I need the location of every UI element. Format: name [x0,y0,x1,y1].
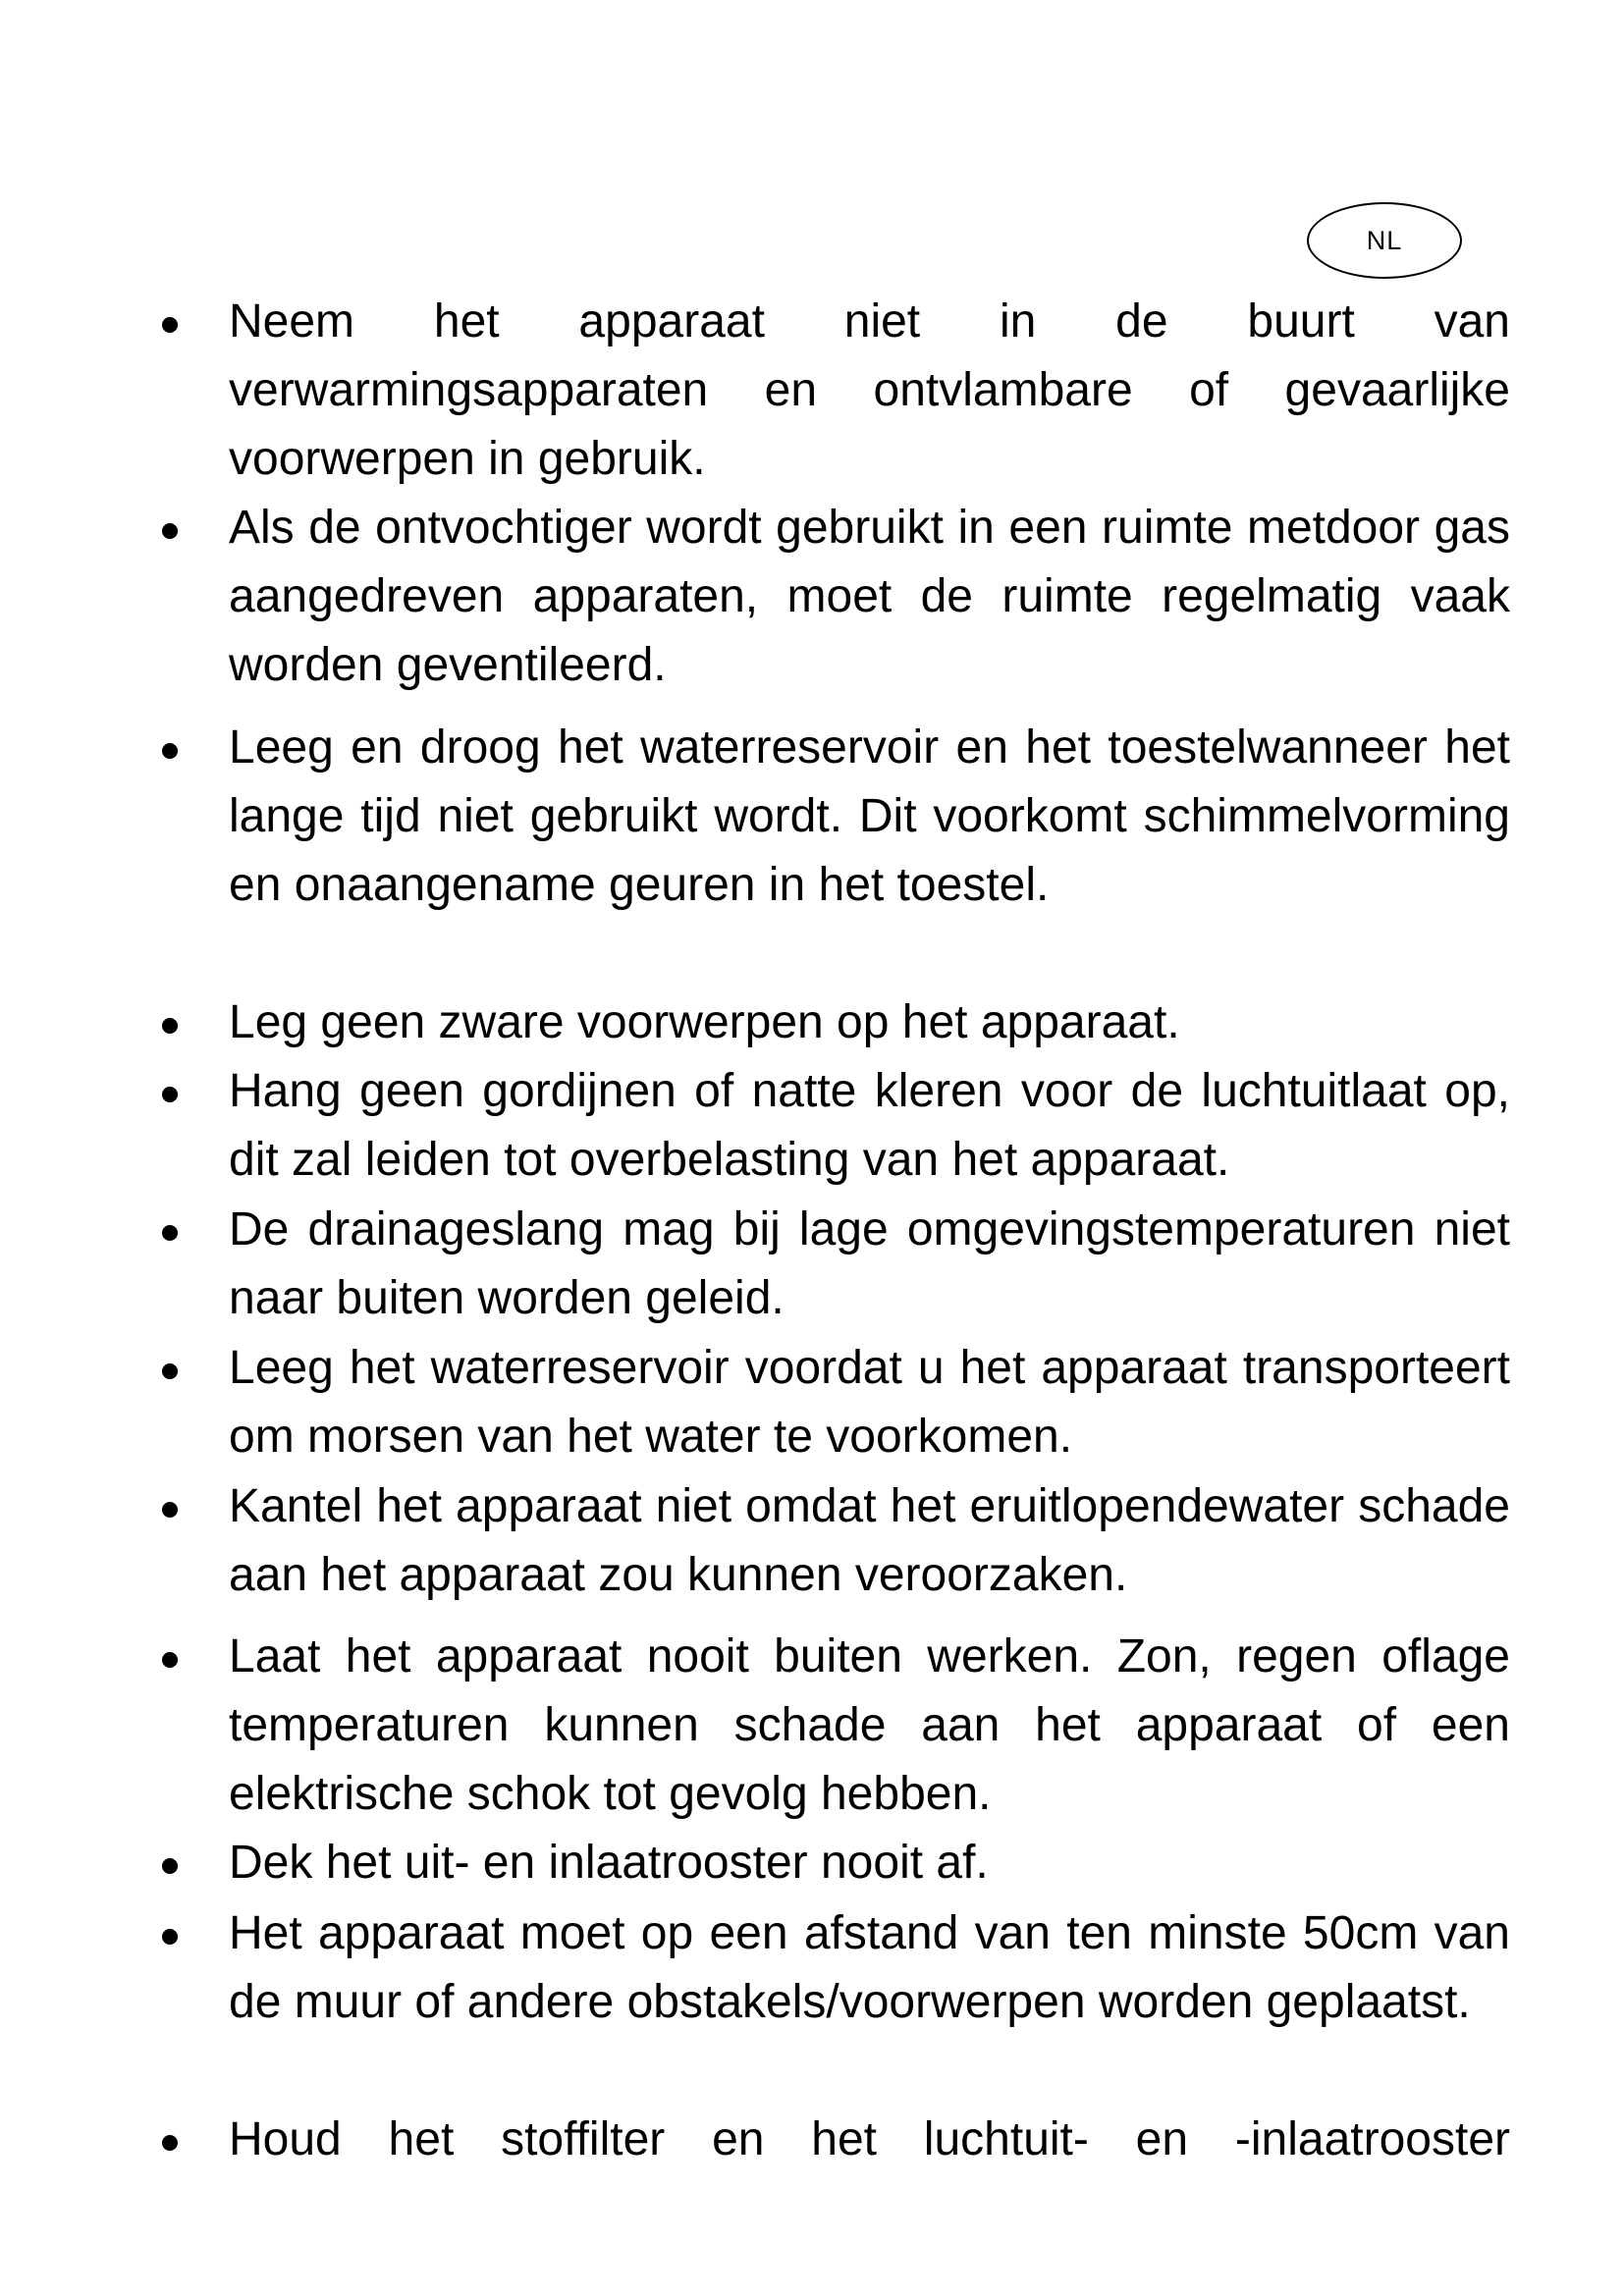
bullet-icon [162,1018,178,1034]
bullet-icon [162,1225,178,1241]
list-item-text: Laat het apparaat nooit buiten werken. Zon, regen oflage temperaturen kunnen schade aan het apparaat of een elektrische schok tot gevolg hebben. [229,1630,1510,1820]
bullet-icon [162,1363,178,1379]
bullet-icon [162,2135,178,2151]
list-item-text: Dek het uit- en inlaatrooster nooit af. [229,1837,989,1889]
list-item-text: Leeg en droog het waterreservoir en het toestelwanneer het lange tijd niet gebruikt wordt. Dit voorkomt schimmelvorming en onaangename geuren in het toestel. [229,721,1510,911]
bullet-icon [162,1858,178,1874]
list-item-text: Als de ontvochtiger wordt gebruikt in een ruimte metdoor gas aangedreven apparaten, moet de ruimte regelmatig vaak worden geventileerd. [229,502,1510,691]
bullet-icon [162,1087,178,1102]
list-item-text: Kantel het apparaat niet omdat het eruitlopendewater schade aan het apparaat zou kunnen veroorzaken. [229,1480,1510,1601]
bullet-icon [162,523,178,539]
list-item-text: Neem het apparaat niet in de buurt van verwarmingsapparaten en ontvlambare of gevaarlijke voorwerpen in gebruik. [229,295,1510,485]
list-item-text: Het apparaat moet op een afstand van ten minste 50cm van de muur of andere obstakels/voorwerpen worden geplaatst. [229,1907,1510,2028]
language-badge: NL [1307,202,1462,279]
bullet-icon [162,743,178,759]
list-item-text: Houd het stoffilter en het luchtuit- en -inlaatrooster [229,2113,1510,2165]
list-item-text: Hang geen gordijnen of natte kleren voor de luchtuitlaat op, dit zal leiden tot overbelasting van het apparaat. [229,1065,1510,1186]
list-item-text: Leeg het waterreservoir voordat u het apparaat transporteert om morsen van het water te voorkomen. [229,1342,1510,1463]
bullet-icon [162,1652,178,1668]
bullet-icon [162,1502,178,1518]
bullet-icon [162,317,178,333]
bullet-icon [162,1929,178,1945]
list-item-text: De drainageslang mag bij lage omgevingstemperaturen niet naar buiten worden geleid. [229,1203,1510,1324]
list-item-text: Leg geen zware voorwerpen op het apparaat. [229,996,1180,1048]
